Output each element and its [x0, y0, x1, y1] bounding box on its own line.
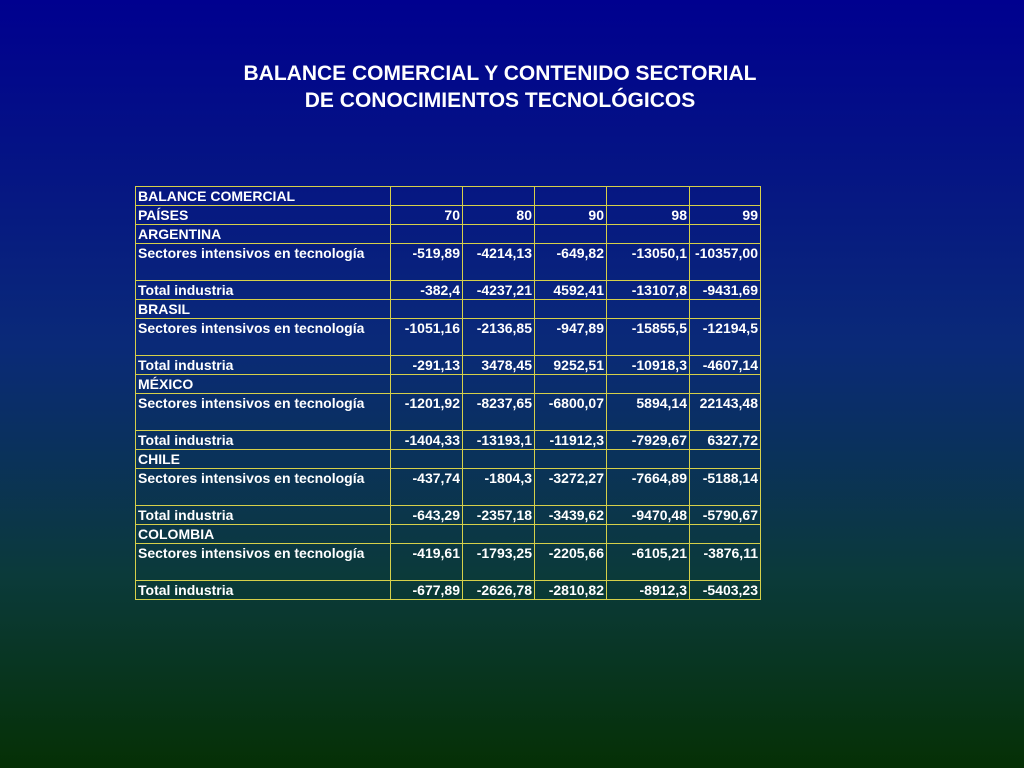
empty-cell [391, 525, 463, 544]
table-row [136, 469, 761, 506]
value-cell: -4237,21 [463, 281, 535, 300]
value-cell: -4607,14 [690, 356, 761, 375]
row-label: Total industria [136, 356, 391, 375]
year-header-cell: 90 [535, 206, 607, 225]
row-label: Total industria [136, 431, 391, 450]
empty-cell [690, 450, 761, 469]
years-header-row [136, 206, 761, 225]
value-cell: -7929,67 [607, 431, 690, 450]
country-name: BRASIL [136, 300, 391, 319]
value-cell: -9431,69 [690, 281, 761, 300]
table-body [136, 187, 761, 600]
empty-cell [607, 375, 690, 394]
value-cell: -15855,5 [607, 319, 690, 356]
country-name: MÉXICO [136, 375, 391, 394]
value-cell: 5894,14 [607, 394, 690, 431]
value-cell: -1804,3 [463, 469, 535, 506]
row-label: Sectores intensivos en tecnología [136, 544, 391, 581]
table-row [136, 431, 761, 450]
value-cell: -6105,21 [607, 544, 690, 581]
title-line-1: BALANCE COMERCIAL Y CONTENIDO SECTORIAL [243, 62, 757, 85]
value-cell: -6800,07 [535, 394, 607, 431]
value-cell: -2205,66 [535, 544, 607, 581]
empty-cell [463, 375, 535, 394]
country-name: CHILE [136, 450, 391, 469]
value-cell: -12194,5 [690, 319, 761, 356]
row-label: Total industria [136, 281, 391, 300]
country-row [136, 450, 761, 469]
empty-cell [463, 187, 535, 206]
empty-cell [463, 225, 535, 244]
value-cell: -649,82 [535, 244, 607, 281]
slide-title [0, 60, 1000, 114]
year-header-cell: 99 [690, 206, 761, 225]
value-cell: -10357,00 [690, 244, 761, 281]
value-cell: -677,89 [391, 581, 463, 600]
value-cell: -519,89 [391, 244, 463, 281]
empty-cell [607, 525, 690, 544]
value-cell: -5188,14 [690, 469, 761, 506]
year-header-cell: 70 [391, 206, 463, 225]
table-row [136, 506, 761, 525]
country-row [136, 225, 761, 244]
empty-cell [690, 375, 761, 394]
value-cell: -4214,13 [463, 244, 535, 281]
table-row [136, 544, 761, 581]
country-row [136, 300, 761, 319]
empty-cell [607, 300, 690, 319]
value-cell: -10918,3 [607, 356, 690, 375]
country-row [136, 525, 761, 544]
empty-cell [535, 300, 607, 319]
table-header-row [136, 187, 761, 206]
row-label: Sectores intensivos en tecnología [136, 319, 391, 356]
countries-column-label: PAÍSES [136, 206, 391, 225]
value-cell: -947,89 [535, 319, 607, 356]
value-cell: -2626,78 [463, 581, 535, 600]
country-name: COLOMBIA [136, 525, 391, 544]
value-cell: -9470,48 [607, 506, 690, 525]
value-cell: -419,61 [391, 544, 463, 581]
value-cell: 9252,51 [535, 356, 607, 375]
value-cell: 22143,48 [690, 394, 761, 431]
value-cell: -1201,92 [391, 394, 463, 431]
table-row [136, 319, 761, 356]
value-cell: -2136,85 [463, 319, 535, 356]
empty-cell [535, 187, 607, 206]
empty-cell [690, 187, 761, 206]
value-cell: -13050,1 [607, 244, 690, 281]
empty-cell [463, 300, 535, 319]
row-label: Sectores intensivos en tecnología [136, 394, 391, 431]
value-cell: -8237,65 [463, 394, 535, 431]
value-cell: 4592,41 [535, 281, 607, 300]
country-row [136, 375, 761, 394]
value-cell: 3478,45 [463, 356, 535, 375]
empty-cell [607, 225, 690, 244]
country-name: ARGENTINA [136, 225, 391, 244]
value-cell: 6327,72 [690, 431, 761, 450]
table-row [136, 581, 761, 600]
table-row [136, 281, 761, 300]
row-label: Total industria [136, 581, 391, 600]
value-cell: -5790,67 [690, 506, 761, 525]
value-cell: -7664,89 [607, 469, 690, 506]
empty-cell [463, 450, 535, 469]
value-cell: -13193,1 [463, 431, 535, 450]
value-cell: -2810,82 [535, 581, 607, 600]
empty-cell [463, 525, 535, 544]
year-header-cell: 80 [463, 206, 535, 225]
empty-cell [690, 225, 761, 244]
empty-cell [391, 300, 463, 319]
empty-cell [607, 187, 690, 206]
value-cell: -437,74 [391, 469, 463, 506]
value-cell: -13107,8 [607, 281, 690, 300]
value-cell: -3876,11 [690, 544, 761, 581]
table-row [136, 244, 761, 281]
empty-cell [391, 450, 463, 469]
empty-cell [391, 225, 463, 244]
value-cell: -2357,18 [463, 506, 535, 525]
empty-cell [535, 225, 607, 244]
trade-balance-table [135, 186, 761, 600]
empty-cell [535, 375, 607, 394]
row-label: Sectores intensivos en tecnología [136, 244, 391, 281]
empty-cell [535, 525, 607, 544]
empty-cell [391, 187, 463, 206]
value-cell: -5403,23 [690, 581, 761, 600]
value-cell: -291,13 [391, 356, 463, 375]
empty-cell [690, 300, 761, 319]
empty-cell [690, 525, 761, 544]
row-label: Sectores intensivos en tecnología [136, 469, 391, 506]
table-row [136, 394, 761, 431]
value-cell: -3439,62 [535, 506, 607, 525]
year-header-cell: 98 [607, 206, 690, 225]
value-cell: -8912,3 [607, 581, 690, 600]
value-cell: -643,29 [391, 506, 463, 525]
table-row [136, 356, 761, 375]
value-cell: -382,4 [391, 281, 463, 300]
empty-cell [535, 450, 607, 469]
empty-cell [391, 375, 463, 394]
row-label: Total industria [136, 506, 391, 525]
value-cell: -1051,16 [391, 319, 463, 356]
value-cell: -1793,25 [463, 544, 535, 581]
table-header-label: BALANCE COMERCIAL [136, 187, 391, 206]
title-line-2: DE CONOCIMIENTOS TECNOLÓGICOS [304, 89, 696, 112]
value-cell: -1404,33 [391, 431, 463, 450]
empty-cell [607, 450, 690, 469]
value-cell: -3272,27 [535, 469, 607, 506]
value-cell: -11912,3 [535, 431, 607, 450]
